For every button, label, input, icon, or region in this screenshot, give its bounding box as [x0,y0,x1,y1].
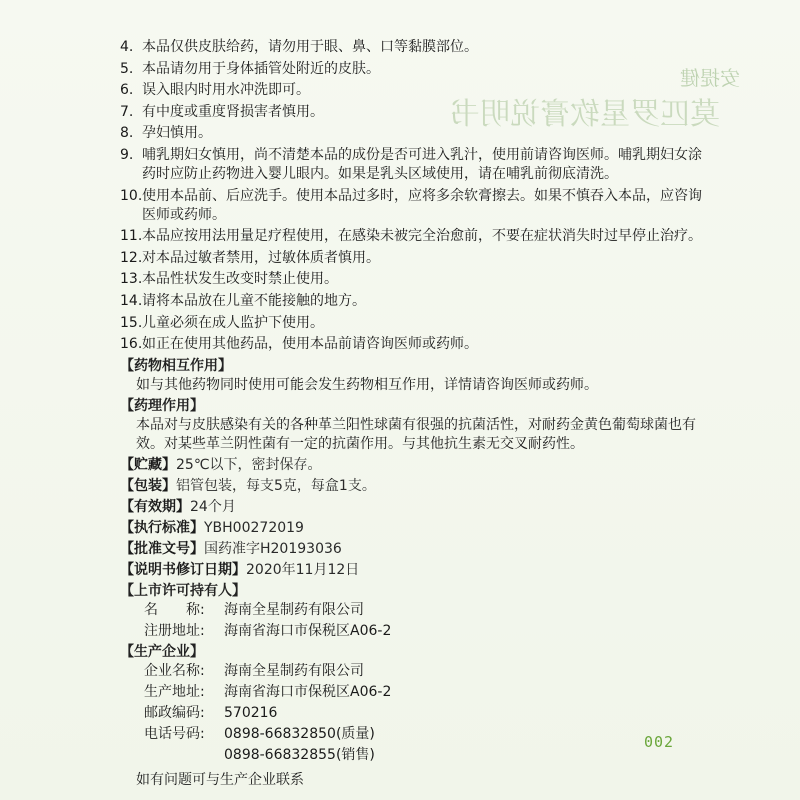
list-item: 10. 使用本品前、后应洗手。使用本品过多时，应将多余软膏擦去。如果不慎吞入本品，应咨询医师或药师。 [120,187,702,223]
section-pharmacology [120,397,705,454]
list-item: 13. 本品性状发生改变时禁止使用。 [120,271,338,288]
section-title: 【药理作用】 [120,397,204,414]
list-item: 12. 对本品过敏者禁用，过敏体质者慎用。 [120,249,380,266]
ghost-title: 莫匹罗星软膏说明书 [450,97,720,132]
phone-row-2: 0898-66832855(销售) [224,746,375,763]
list-item: 6. 误入眼内时用水冲洗即可。 [120,82,310,99]
brand-watermark: 安提健 [680,66,740,90]
section-title: 【生产企业】 [120,643,204,660]
section-body: 如与其他药物同时使用可能会发生药物相互作用，详情请咨询医师或药师。 [136,376,598,393]
section-interaction [120,357,705,395]
list-item: 7. 有中度或重度肾损害者慎用。 [120,103,324,120]
list-item: 5. 本品请勿用于身体插管处附近的皮肤。 [120,60,380,77]
section-title: 【药物相互作用】 [120,357,232,374]
package-row: 【包装】 铝管包装，每支5克，每盒1支。 [120,477,376,494]
list-item: 11. 本品应按用法用量足疗程使用，在感染未被完全治愈前，不要在症状消失时过早停止治疗。 [120,228,702,245]
validity-row: 【有效期】 24个月 [120,498,236,515]
list-item: 4. 本品仅供皮肤给药，请勿用于眼、鼻、口等黏膜部位。 [120,39,478,55]
list-item: 16. 如正在使用其他药品，使用本品前请咨询医师或药师。 [120,336,478,353]
section-holder [120,582,705,641]
page-code: 002 [644,733,675,751]
section-manufacturer [120,643,705,765]
storage-row: 【贮藏】 25℃以下，密封保存。 [120,456,322,473]
section-body: 本品对与皮肤感染有关的各种革兰阳性球菌有很强的抗菌活性，对耐药金黄色葡萄球菌也有效。对某些革兰阴性菌有一定的抗菌作用。与其他抗生素无交叉耐药性。 [136,416,696,452]
leaflet-content [120,38,705,790]
holder-address-row: 注册地址: 海南省海口市保税区A06-2 [144,622,392,639]
precautions-list [120,38,705,354]
zip-row: 邮政编码: 570216 [144,704,278,721]
standard-row: 【执行标准】 YBH00272019 [120,519,304,536]
list-item: 8. 孕妇慎用。 [120,125,212,142]
list-item: 9. 哺乳期妇女慎用，尚不清楚本品的成份是否可进入乳汁，使用前请咨询医师。哺乳期妇女涂药时应防止药物进入婴儿眼内。如果是乳头区域使用，请在哺乳前彻底清洗。 [120,146,702,182]
section-title: 【上市许可持有人】 [120,582,246,599]
approval-row: 【批准文号】 国药准字H20193036 [120,540,342,557]
phone-row: 电话号码: 0898-66832850(质量) [144,725,375,742]
revision-row: 【说明书修订日期】 2020年11月12日 [120,561,360,578]
manufacturer-name-row: 企业名称: 海南全星制药有限公司 [144,662,364,679]
holder-name-row: 名 称: 海南全星制药有限公司 [144,601,364,618]
manufacturer-address-row: 生产地址: 海南省海口市保税区A06-2 [144,683,392,700]
list-item: 14. 请将本品放在儿童不能接触的地方。 [120,292,366,309]
footer-note: 如有问题可与生产企业联系 [136,771,304,788]
list-item: 15. 儿童必须在成人监护下使用。 [120,314,324,331]
